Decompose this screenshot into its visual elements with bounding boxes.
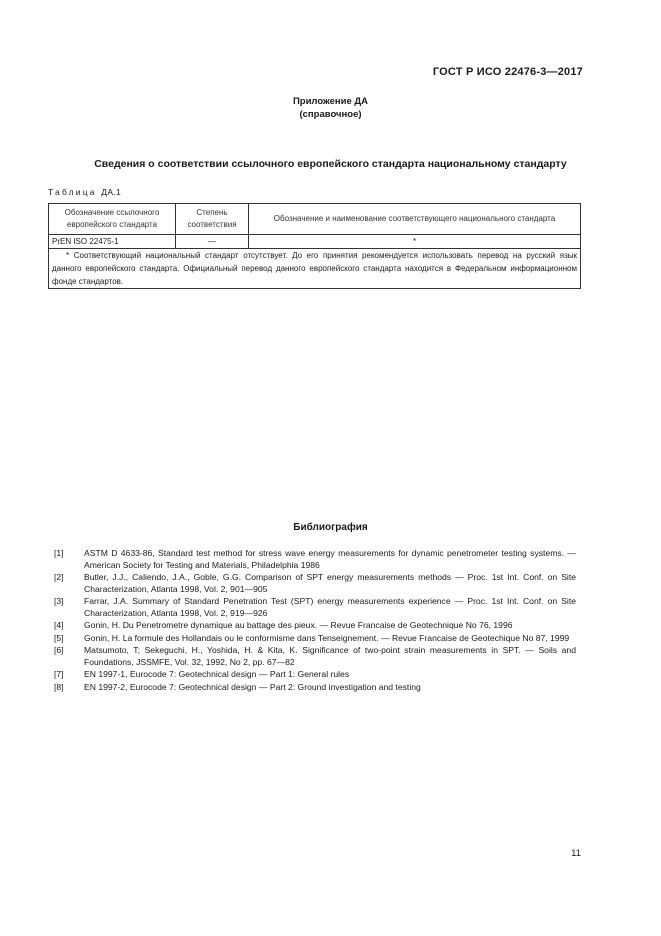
bibliography-item (54, 633, 576, 645)
annex-subtitle: (справочное) (299, 109, 362, 120)
bibliography-text: Gonin, H. La formule des Hollandais ou le conformisme dans Tenseignement. — Revue Francaise de Geotechique No 87, 1999 (84, 632, 570, 643)
bibliography-text: Butler, J.J., Caliendo, J.A., Goble, G.G. Comparison of SPT energy measurements methods — Proc. 1st Int. Conf. on Site Characterization, Atlanta 1998, Vol. 2, 901—905 (84, 572, 576, 594)
bibliography-text: Farrar, J.A. Summary of Standard Penetration Test (SPT) energy measurements experience — Proc. 1st Int. Conf. on Site Characterization, Atlanta 1998, Vol. 2, 919—926 (84, 596, 576, 618)
bibliography-text: Matsumoto, T; Sekeguchi, H., Yoshida, H. & Kita, K. Significance of two-point strain measurements in SPT. — Soils and Foundations, JSSMFE, Vol. 32, 1992, No 2, pp. 67—82 (84, 645, 576, 667)
header-national-standard: Обозначение и наименование соответствующего национального стандарта (249, 204, 581, 235)
document-code: ГОСТ Р ИСО 22476-3—2017 (432, 66, 583, 78)
bibliography-item (54, 682, 576, 694)
bibliography-number: [2] (54, 572, 64, 582)
table-caption-number: ДА.1 (101, 187, 122, 197)
bibliography-number: [6] (54, 645, 64, 655)
bibliography-item (54, 645, 576, 668)
table-row (49, 235, 581, 249)
cell-degree: — (176, 235, 249, 249)
bibliography-title: Библиография (293, 522, 368, 533)
bibliography-number: [8] (54, 681, 64, 692)
header-european-standard: Обозначение ссылочного европейского стандарта (49, 204, 176, 235)
table-footnote-row (49, 249, 581, 289)
bibliography-item (54, 620, 576, 632)
bibliography-number: [3] (54, 596, 64, 606)
cell-standard: PrEN ISO 22475-1 (49, 235, 176, 249)
header-degree: Степень соответствия (176, 204, 249, 235)
bibliography-text: Gonin, H. Du Penetrometre dynamique au battage des pieux. — Revue Francaise de Geotechnique No 76, 1996 (84, 620, 513, 630)
page-number: 11 (571, 848, 581, 859)
bibliography-text: ASTM D 4633-86, Standard test method for stress wave energy measurements for dynamic penetrometer testing systems. — American Society for Testing and Materials, Philadelphia 1986 (84, 548, 576, 570)
table-caption (48, 187, 121, 197)
table-footnote: * Соответствующий национальный стандарт отсутствует. До его принятия рекомендуется использовать перевод на русский язык данного европейского стандарта. Официальный перевод данного европейского стандарта находится в Федеральном информационном фонде стандартов. (52, 251, 577, 286)
bibliography-item (54, 669, 576, 681)
table-header-row (49, 204, 581, 235)
correspondence-table (48, 203, 581, 289)
bibliography-list (54, 548, 576, 694)
table-caption-prefix: Таблица (48, 187, 97, 197)
bibliography-item (54, 596, 576, 619)
bibliography-text: EN 1997-2, Eurocode 7: Geotechnical design — Part 2: Ground investigation and testing (84, 681, 421, 692)
bibliography-item (54, 548, 576, 571)
bibliography-number: [5] (54, 632, 64, 643)
bibliography-text: EN 1997-1, Eurocode 7: Geotechnical design — Part 1: General rules (84, 669, 350, 679)
cell-national: * (249, 235, 581, 249)
bibliography-number: [1] (54, 548, 64, 558)
bibliography-number: [7] (54, 669, 64, 679)
bibliography-number: [4] (54, 620, 64, 630)
section-title: Сведения о соответствии ссылочного европейского стандарта национальному стандарту (94, 158, 567, 170)
annex-title: Приложение ДА (292, 96, 369, 107)
bibliography-item (54, 572, 576, 595)
